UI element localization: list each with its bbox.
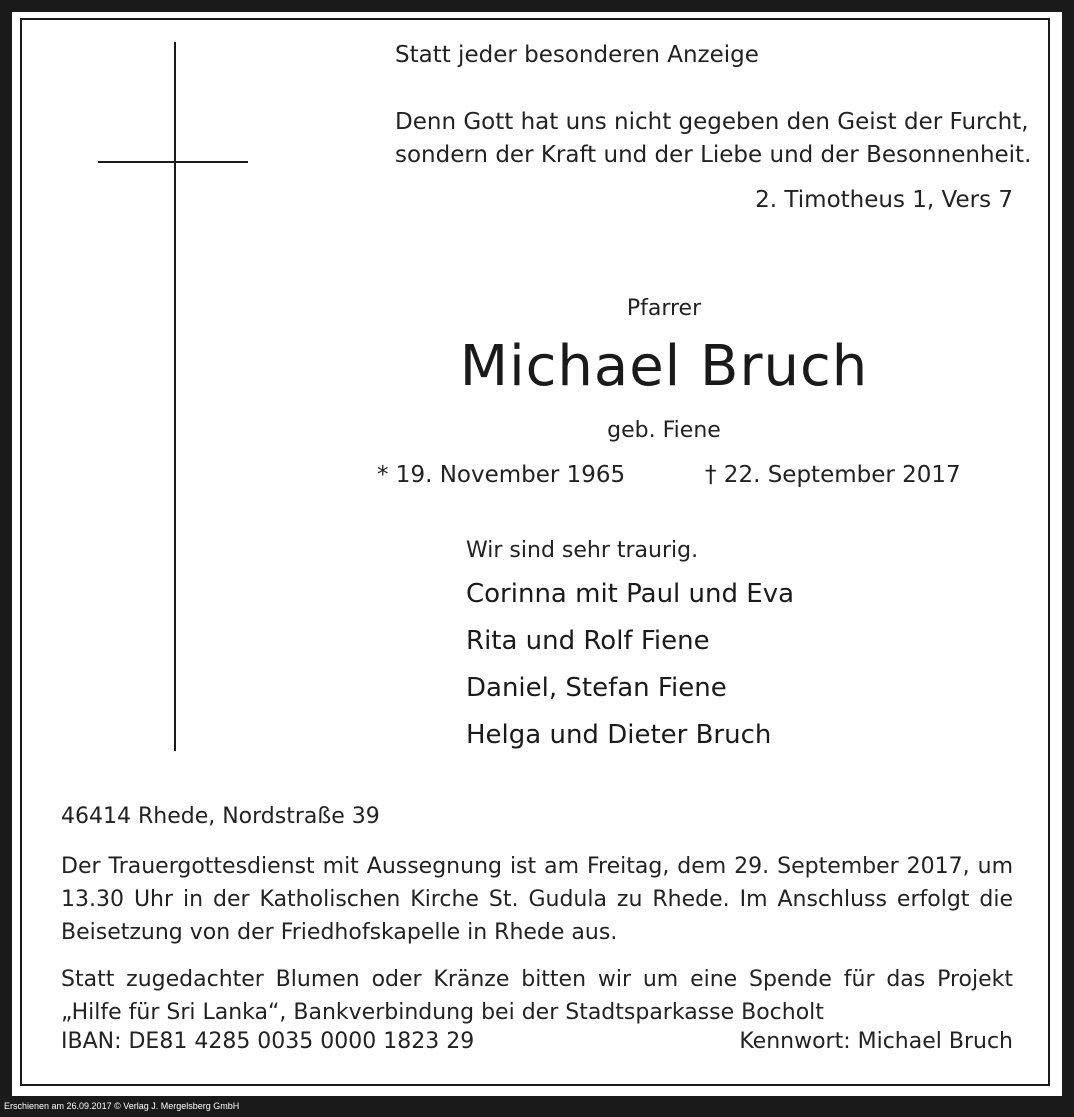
mourner-item: Daniel, Stefan Fiene	[466, 673, 727, 703]
birth-date: * 19. November 1965	[377, 462, 626, 488]
donation-keyword: Kennwort: Michael Bruch	[739, 1029, 1013, 1054]
obituary-notice	[12, 12, 1062, 1096]
notice-header: Statt jeder besonderen Anzeige	[395, 42, 759, 68]
deceased-name: Michael Bruch	[459, 334, 869, 399]
verse-reference: 2. Timotheus 1, Vers 7	[755, 187, 1013, 213]
donation-info: Statt zugedachter Blumen oder Kränze bitten wir um eine Spende für das Projekt „Hilfe für Sri Lanka“, Bankverbindung bei der Stadtsparkasse Bocholt	[61, 967, 1013, 1025]
bible-verse	[395, 106, 1031, 172]
birth-name: geb. Fiene	[607, 418, 721, 443]
cross-icon-horizontal	[98, 161, 248, 163]
verse-line-1: Denn Gott hat uns nicht gegeben den Geist der Furcht,	[395, 109, 1029, 135]
mourning-line: Wir sind sehr traurig.	[466, 538, 699, 563]
iban: IBAN: DE81 4285 0035 0000 1823 29	[61, 1029, 475, 1054]
deceased-title: Pfarrer	[626, 296, 702, 321]
death-date: † 22. September 2017	[705, 462, 961, 488]
publication-credit: Erschienen am 26.09.2017 © Verlag J. Mergelsberg GmbH	[4, 1101, 240, 1111]
mourner-item: Helga und Dieter Bruch	[466, 720, 772, 750]
bank-details	[61, 1029, 1013, 1054]
service-info: Der Trauergottesdienst mit Aussegnung ist am Freitag, dem 29. September 2017, um 13.30 Uhr in der Katholischen Kirche St. Gudula zu Rhede. Im Anschluss erfolgt die Beisetzung von der Friedhofskapelle in Rhede aus.	[61, 854, 1013, 945]
address: 46414 Rhede, Nordstraße 39	[61, 804, 380, 829]
mourner-item: Rita und Rolf Fiene	[466, 626, 710, 656]
mourner-item: Corinna mit Paul und Eva	[466, 579, 795, 609]
verse-line-2: sondern der Kraft und der Liebe und der Besonnenheit.	[395, 142, 1032, 168]
